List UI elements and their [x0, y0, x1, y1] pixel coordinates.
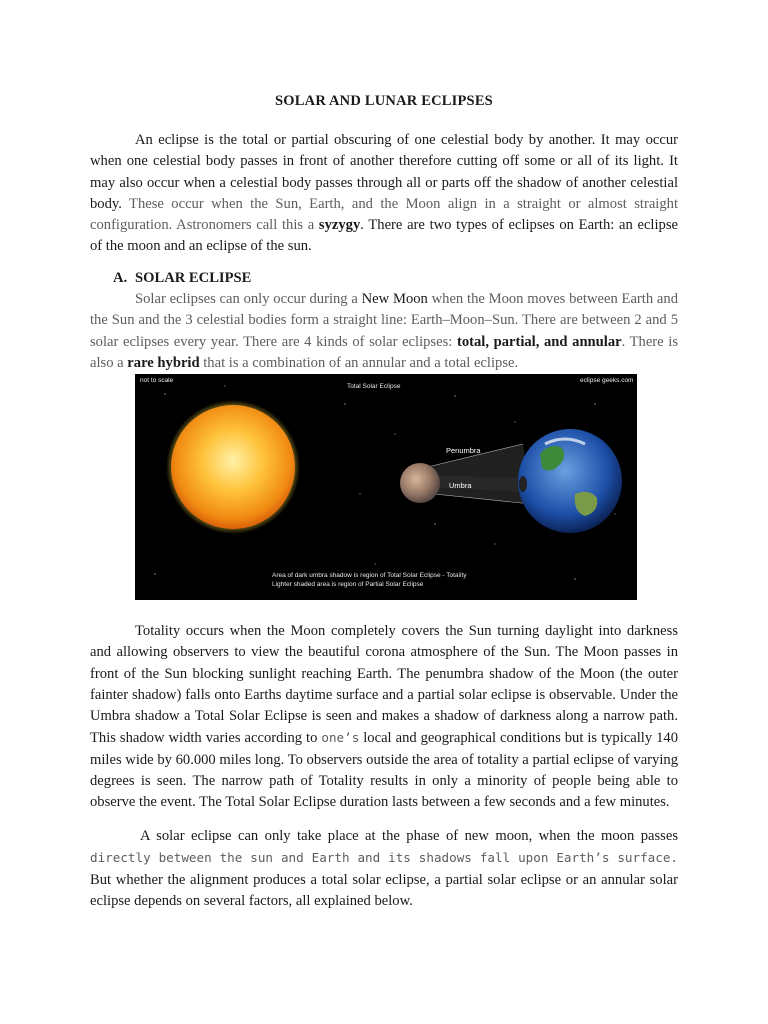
closing-mono-text: directly between the sun and Earth and its shadows fall upon Earth’s surface. — [90, 850, 678, 866]
umbra-label: Umbra — [449, 481, 472, 490]
figure-credit: eclipse geeks.com — [580, 377, 634, 384]
solar-text-2: when the Moon moves between Earth and the Sun and the 3 celestial bodies form a straight line: Earth–Moon–Sun. There are between 2 and 5 solar eclipses every year. There are 4 kinds of solar eclipses: — [90, 291, 678, 350]
totality-paragraph — [90, 621, 678, 814]
intro-paragraph — [90, 130, 678, 258]
syzygy-term: syzygy — [318, 217, 361, 234]
solar-text-1: Solar eclipses can only occur during a — [135, 291, 362, 307]
page-title: SOLAR AND LUNAR ECLIPSES — [275, 93, 493, 109]
eclipse-illustration — [135, 374, 637, 600]
intro-text-3: . There are two types of eclipses on Earth: an eclipse of the moon and an eclipse of the sun. — [90, 217, 678, 255]
figure-note-line-2: Lighter shaded area is region of Partial Solar Eclipse — [272, 581, 424, 588]
moon-icon — [400, 463, 440, 503]
figure-note-line-1: Area of dark umbra shadow is region of Total Solar Eclipse - Totality — [272, 572, 467, 579]
ones-term: one’s — [321, 730, 360, 746]
solar-eclipse-paragraph — [90, 289, 678, 374]
sun-icon — [171, 405, 295, 529]
intro-text-2: These occur when the Sun, Earth, and the Moon align in a straight or almost straight configuration. Astronomers call this a — [90, 195, 678, 234]
closing-text-a: A solar eclipse can only take place at the phase of new moon, when the moon passes — [140, 828, 678, 844]
not-to-scale-label: not to scale — [140, 377, 174, 384]
section-number: A. — [113, 270, 128, 286]
section-heading-solar-eclipse — [113, 270, 251, 287]
section-title: SOLAR ECLIPSE — [135, 270, 252, 286]
penumbra-label: Penumbra — [446, 446, 481, 455]
solar-text-4: that is a combination of an annular and a total eclipse. — [199, 354, 519, 371]
eclipse-types-term: total, partial, and annular — [456, 333, 622, 350]
closing-paragraph — [90, 826, 678, 912]
earth-icon — [518, 429, 622, 533]
closing-text-b: But whether the alignment produces a total solar eclipse, a partial solar eclipse or an annular solar eclipse depends on several factors, all explained below. — [90, 871, 678, 909]
intro-text-1: An eclipse is the total or partial obscuring of one celestial body by another. It may occur when one celestial body passes in front of another therefore cutting off some or all of its light. It may also occur when a celestial body passes through all or parts off the shadow of another celestial body. — [90, 132, 678, 212]
solar-text-3: . There is also a — [90, 333, 678, 371]
totality-text-b: local and geographical conditions but is typically 140 miles wide by 60.000 miles long. To observers outside the area of totality a partial eclipse of varying degrees is seen. The narrow path of Totality results in only a minority of people being able to observe the event. The Total Solar Eclipse duration lasts between a few seconds and a few minutes. — [90, 730, 679, 811]
totality-text-a: Totality occurs when the Moon completely covers the Sun turning daylight into darkness and allowing observers to view the beautiful corona atmosphere of the Sun. The Moon passes in front of the Sun blocking sunlight reaching Earth. The penumbra shadow of the Moon (the outer fainter shadow) falls onto Earths daytime surface and a partial solar eclipse is observable. Under the Umbra shadow a Total Solar Eclipse is seen and makes a shadow of darkness along a narrow path. This shadow width varies according to — [90, 623, 678, 747]
total-solar-eclipse-figure — [135, 374, 637, 600]
new-moon-term: New Moon — [361, 291, 428, 307]
rare-hybrid-term: rare hybrid — [127, 354, 200, 371]
figure-caption-title: Total Solar Eclipse — [347, 383, 401, 390]
umbra-spot — [519, 476, 527, 492]
